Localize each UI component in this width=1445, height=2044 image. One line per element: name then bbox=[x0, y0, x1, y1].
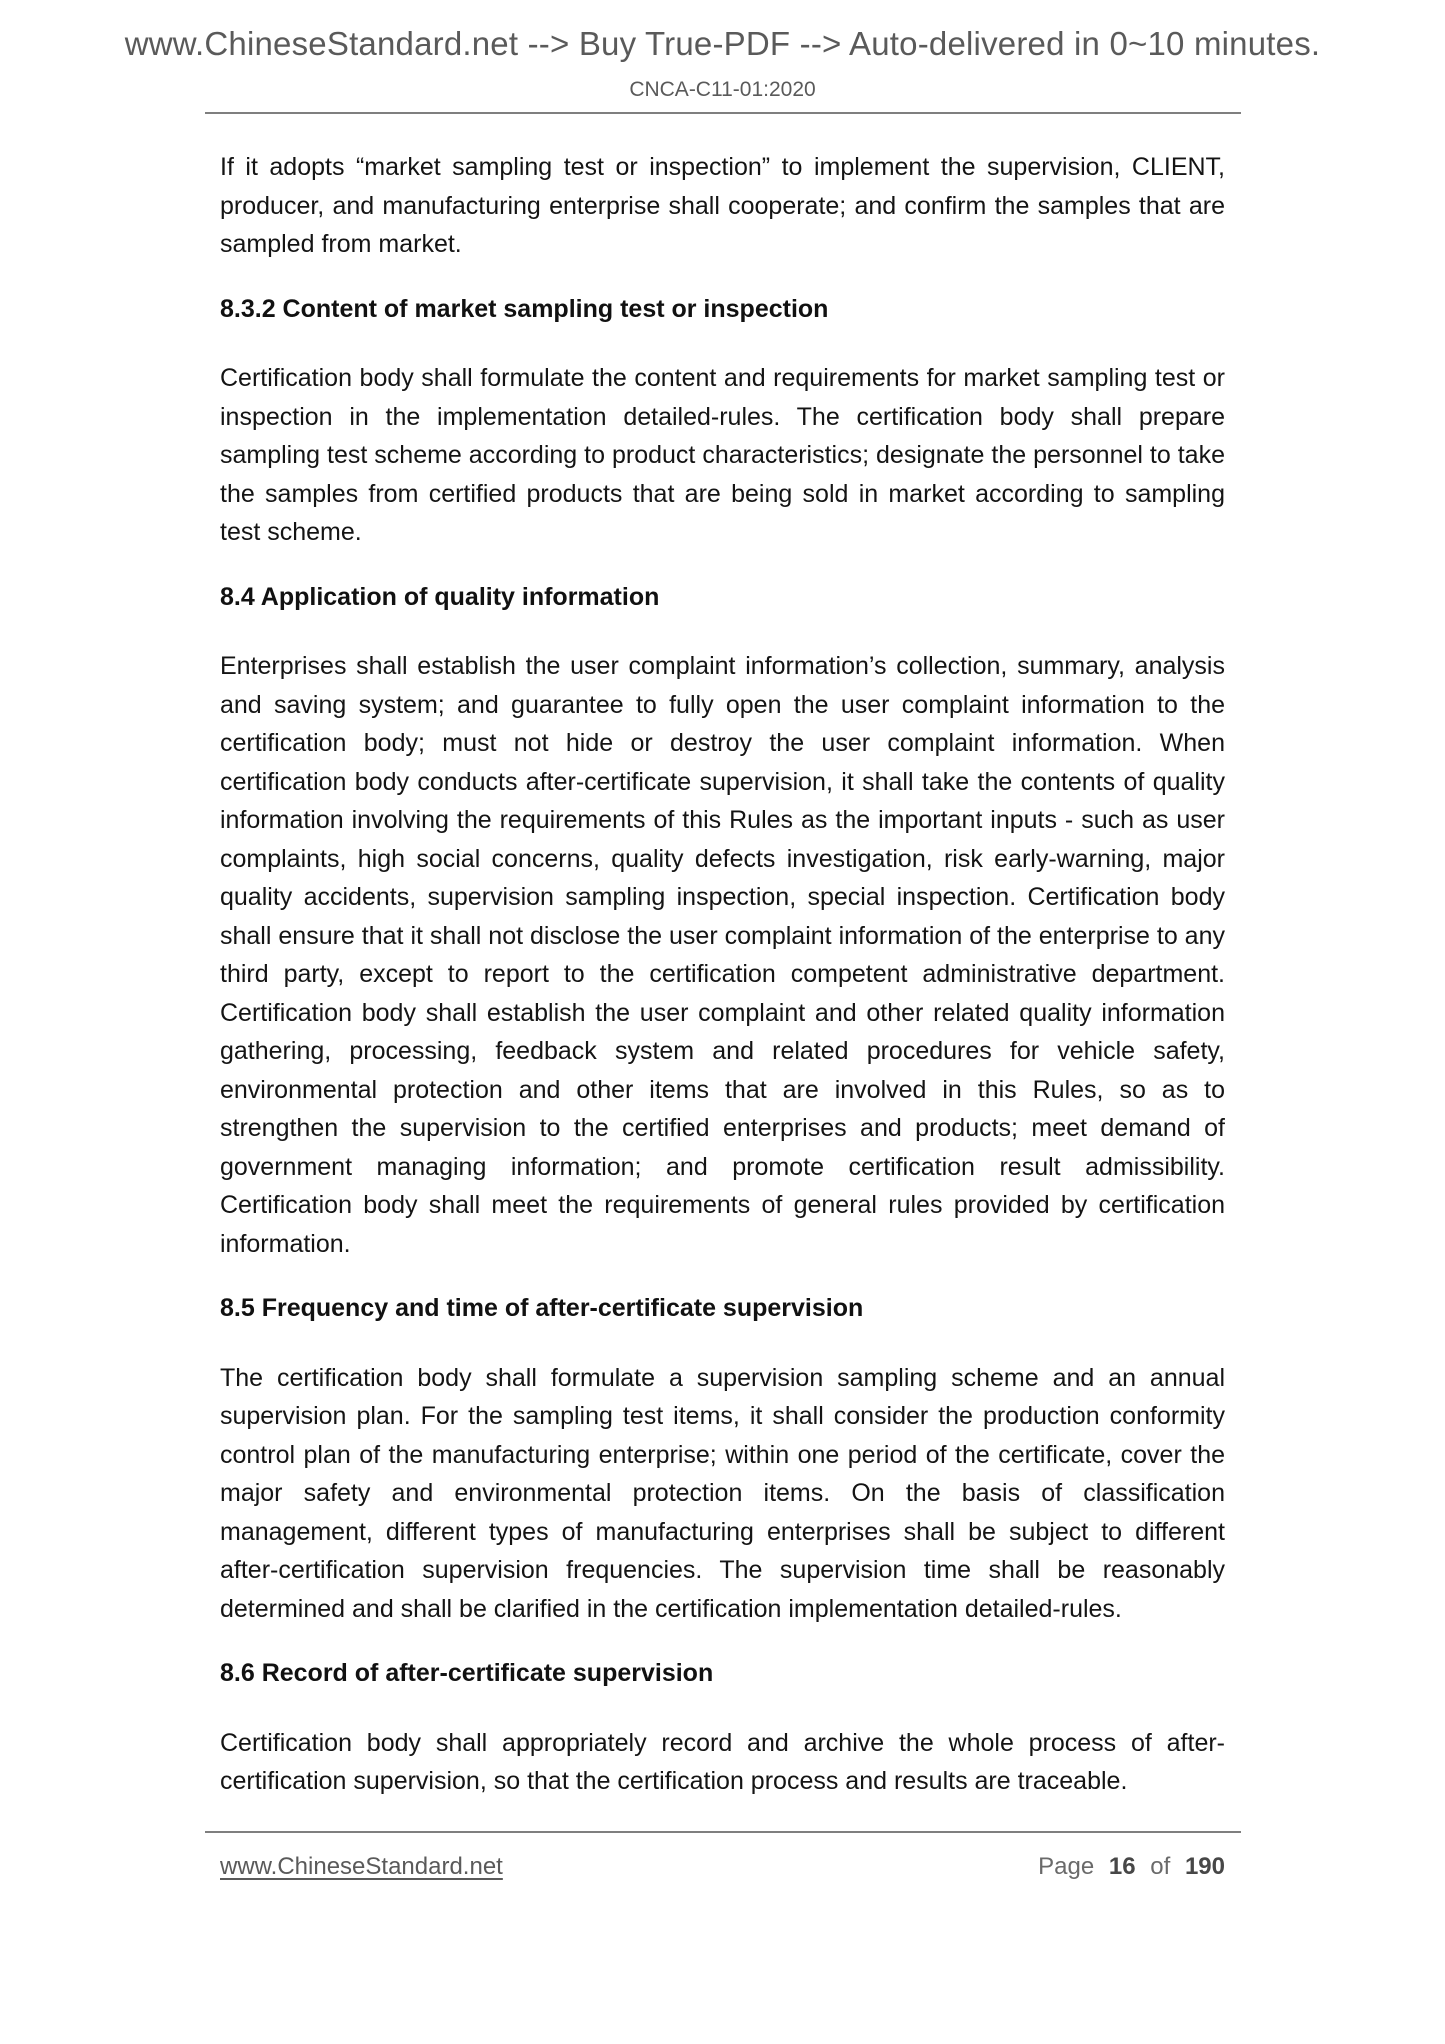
body-paragraph: Enterprises shall establish the user complaint information’s collection, summary, analysis and saving system; and guarantee to fully open the user complaint information to the certification body; must not hide or destroy the user complaint information. When certification body conducts after-certificate supervision, it shall take the contents of quality information involving the requirements of this Rules as the important inputs - such as user complaints, high social concerns, quality defects investigation, risk early-warning, major quality accidents, supervision sampling inspection, special inspection. Certification body shall ensure that it shall not disclose the user complaint information of the enterprise to any third party, except to report to the certification competent administrative department. Certification body shall establish the user complaint and other related quality information gathering, processing, feedback system and related procedures for vehicle safety, environmental protection and other items that are involved in this Rules, so as to strengthen the supervision to the certified enterprises and products; meet demand of government managing information; and promote certification result admissibility. Certification body shall meet the requirements of general rules provided by certification information. bbox=[220, 652, 1225, 1258]
header-promo-text: www.ChineseStandard.net --> Buy True-PDF --> Auto-delivered in 0~10 minutes. bbox=[124, 25, 1321, 62]
total-pages: 190 bbox=[1184, 1852, 1225, 1880]
section-heading: 8.3.2 Content of market sampling test or inspection bbox=[220, 294, 829, 323]
body-paragraph: Certification body shall appropriately record and archive the whole process of after-certification supervision, so that the certification process and results are traceable. bbox=[220, 1728, 1225, 1795]
footer-divider bbox=[205, 1831, 1241, 1833]
body-paragraph: Certification body shall formulate the content and requirements for market sampling test or inspection in the implementation detailed-rules. The certification body shall prepare sampling test scheme according to product characteristics; designate the personnel to take the samples from certified products that are being sold in market according to sampling test scheme. bbox=[220, 364, 1225, 546]
section-heading: 8.5 Frequency and time of after-certificate supervision bbox=[220, 1294, 864, 1322]
section-heading: 8.4 Application of quality information bbox=[220, 582, 660, 611]
body-paragraph: If it adopts “market sampling test or inspection” to implement the supervision, CLIENT, producer, and manufacturing enterprise shall cooperate; and confirm the samples that are sampled from market. bbox=[220, 153, 1225, 258]
of-label: of bbox=[1150, 1852, 1171, 1880]
standard-code: CNCA-C11-01:2020 bbox=[629, 78, 816, 101]
page-number: 16 bbox=[1108, 1852, 1136, 1880]
document-body bbox=[220, 114, 1225, 1801]
page-indicator bbox=[1038, 1853, 1225, 1881]
footer-site-link[interactable]: www.ChineseStandard.net bbox=[220, 1852, 503, 1880]
body-paragraph: The certification body shall formulate a supervision sampling scheme and an annual supervision plan. For the sampling test items, it shall consider the production conformity control plan of the manufacturing enterprise; within one period of the certificate, cover the major safety and environmental protection items. On the basis of classification management, different types of manufacturing enterprises shall be subject to different after-certification supervision frequencies. The supervision time shall be reasonably determined and shall be clarified in the certification implementation detailed-rules. bbox=[220, 1363, 1225, 1623]
section-heading: 8.6 Record of after-certificate supervision bbox=[220, 1659, 714, 1687]
page-footer bbox=[220, 1853, 1225, 1881]
page-label: Page bbox=[1038, 1852, 1095, 1880]
